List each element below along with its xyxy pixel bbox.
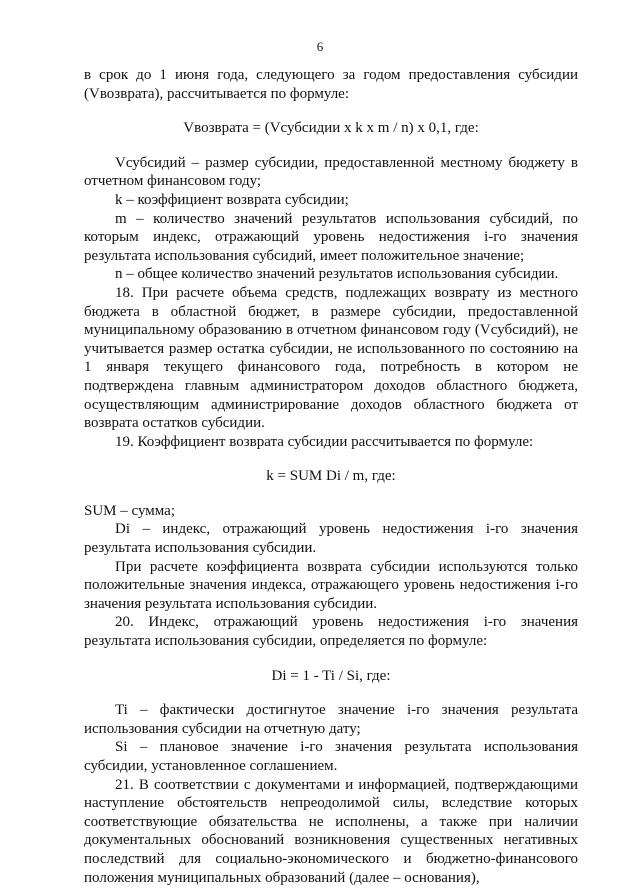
document-body (84, 66, 578, 887)
paragraph-21: 21. В соответствии с документами и информацией, подтверждающими наступление обстоятельств непреодолимой силы, вследствие которых соответствующие обязательства не исполнены, а также при наличии документальных обоснований возникновения существенных негативных последствий для социально-экономического и бюджетно-финансового положения муниципальных образований (далее – основания), (84, 776, 578, 886)
formula-k: k = SUM Di / m, где: (266, 468, 396, 485)
definition-n: n – общее количество значений результатов использования субсидии. (115, 266, 559, 283)
definition-sum: SUM – сумма; (84, 502, 175, 519)
paragraph-19: 19. Коэффициент возврата субсидии рассчитывается по формуле: (115, 433, 534, 450)
definition-di: Di – индекс, отражающий уровень недостижения i-го значения результата использования субсидии. (84, 521, 578, 557)
definition-k: k – коэффициент возврата субсидии; (115, 191, 349, 208)
paragraph-positive-values: При расчете коэффициента возврата субсидии используются только положительные значения индекса, отражающего уровень недостижения i-го значения результата использования субсидии. (84, 558, 578, 612)
formula-vvozvrata: Vвозврата = (Vсубсидии х k х m / n) х 0,1, где: (183, 120, 479, 137)
paragraph-20: 20. Индекс, отражающий уровень недостижения i-го значения результата использования субсидии, определяется по формуле: (84, 614, 578, 650)
paragraph-intro: в срок до 1 июня года, следующего за годом предоставления субсидии (Vвозврата), рассчитывается по формуле: (84, 67, 578, 102)
formula-di: Di = 1 - Ti / Si, где: (271, 667, 391, 684)
paragraph-18: 18. При расчете объема средств, подлежащих возврату из местного бюджета в областной бюджет, в размере субсидии, предоставленной муниципальному образованию в отчетном финансовом году (Vсубсидий), не учитывается размер остатка субсидии, не использованного по состоянию на 1 января текущего финансового года, потребность в котором не подтверждена главным администратором доходов областного бюджета, осуществляющим администрирование доходов областного бюджета от возврата остатков субсидии. (84, 284, 578, 432)
definition-ti: Ti – фактически достигнутое значение i-го значения результата использования субсидии на отчетную дату; (84, 702, 578, 737)
definition-m: m – количество значений результатов использования субсидий, по которым индекс, отражающий уровень недостижения i-го значения результата использования субсидий, имеет положительное значение; (84, 210, 578, 264)
definition-si: Si – плановое значение i-го значения результата использования субсидии, установленное соглашением. (84, 739, 578, 774)
page-number: 6 (316, 39, 324, 54)
definition-vsubsidy: Vсубсидий – размер субсидии, предоставленной местному бюджету в отчетном финансовом году; (84, 154, 578, 190)
